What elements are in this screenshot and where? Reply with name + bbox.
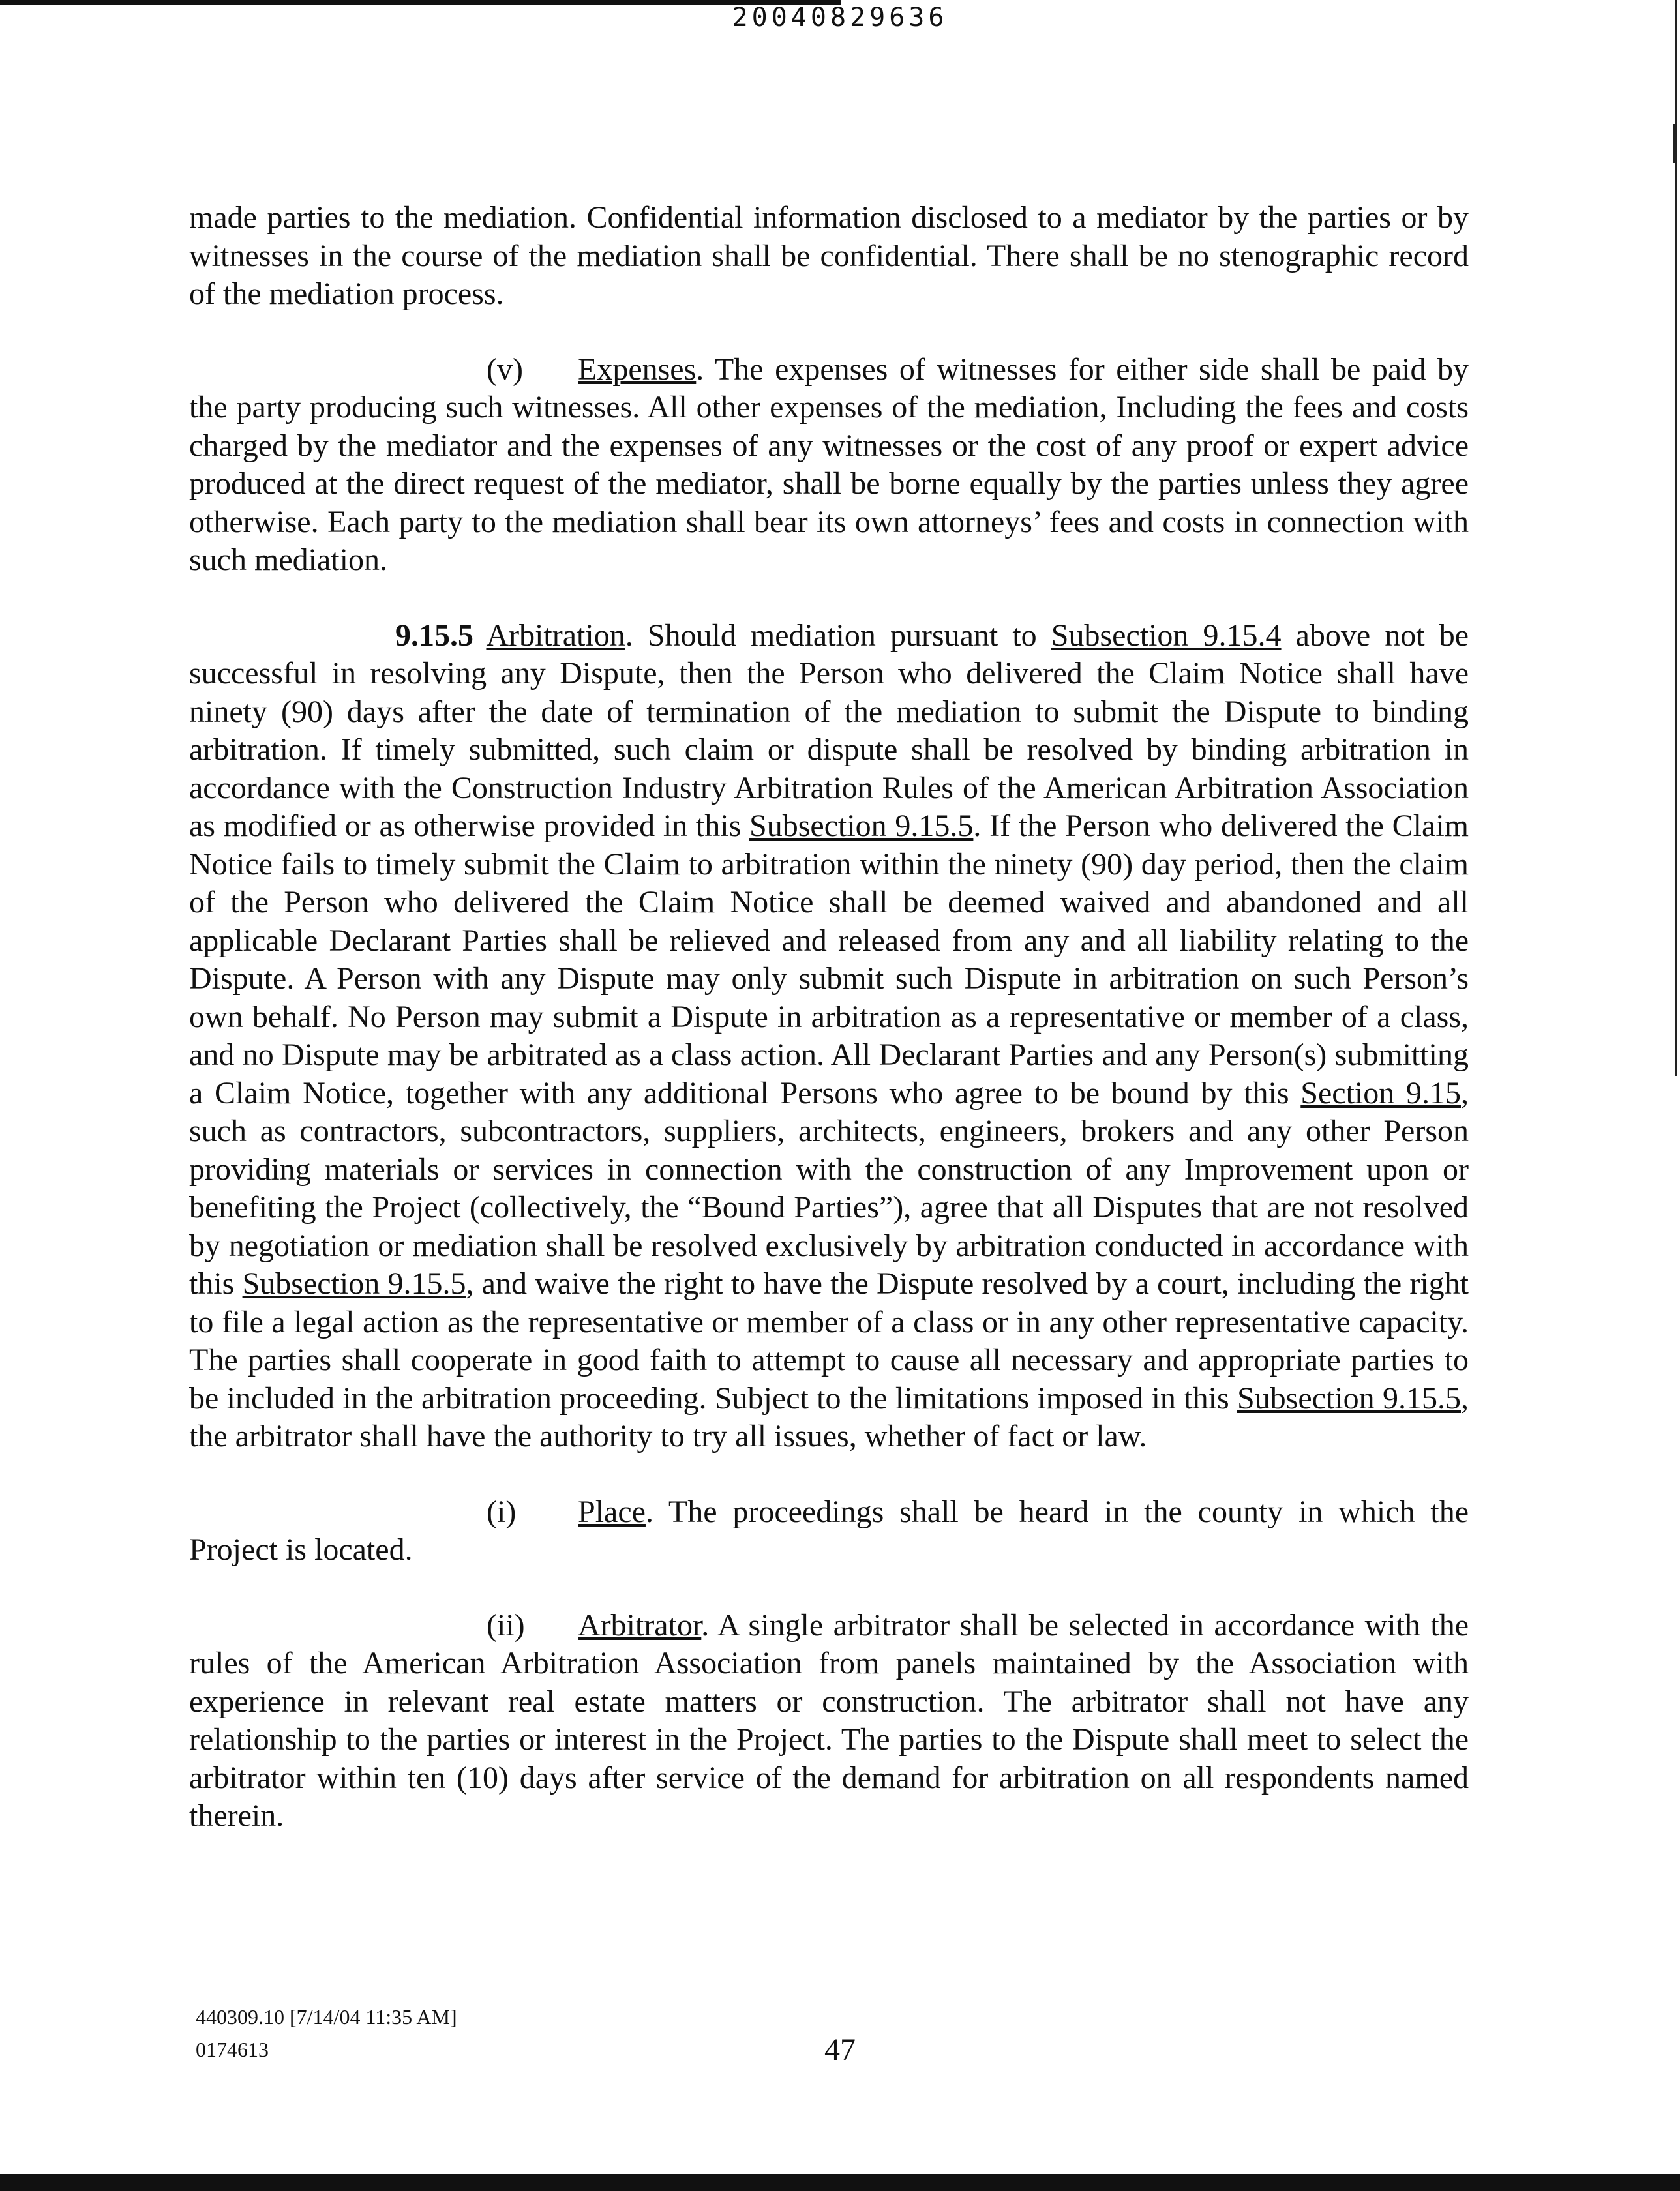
- clause-label: (v): [487, 351, 523, 387]
- section-text: , and waive the right to have the Dispute resolved by a court, including the right to file a legal action as the representative or member of a class or in any other representative capacity. The parties shall cooperate in good faith to attempt to cause all necessary and appropriate parties to be included in the arbitration proceeding. Subject to the limitations imposed in this: [189, 1266, 1469, 1416]
- cross-reference: Subsection 9.15.5: [242, 1266, 466, 1301]
- section-text: , such as contractors, subcontractors, suppliers, architects, engineers, brokers and any other Person providing materials or services in connection with the construction of any Improvement upon or benefiting the Project (collectively, the “Bound Parties”), agree that all Disputes that are not resolved by negotiation or mediation shall be resolved exclusively by arbitration conducted in accordance with this: [189, 1075, 1469, 1301]
- clause-heading-expenses: Expenses: [578, 351, 697, 387]
- clause-label: (i): [487, 1494, 517, 1529]
- scan-mark: [1673, 124, 1677, 163]
- cross-reference: Subsection 9.15.5: [1237, 1380, 1461, 1416]
- clause-text: . The proceedings shall be heard in the county in which the Project is located.: [189, 1494, 1469, 1567]
- paragraph-arbitration: [189, 617, 1469, 1456]
- section-text: above not be successful in resolving any Dispute, then the Person who delivered the Claim Notice shall have ninety (90) days after the date of termination of the mediation to submit the Dispute to binding arbitration. If timely submitted, such claim or dispute shall be resolved by binding arbitration in accordance with the Construction Industry Arbitration Rules of the American Arbitration Association as modified or as otherwise provided in this: [189, 618, 1469, 843]
- section-text: . If the Person who delivered the Claim Notice fails to timely submit the Claim to arbitration within the ninety (90) day period, then the claim of the Person who delivered the Claim Notice shall be deemed waived and abandoned and all applicable Declarant Parties shall be relieved and released from any and all liability relating to the Dispute. A Person with any Dispute may only submit such Dispute in arbitration on such Person’s own behalf. No Person may submit a Dispute in arbitration as a representative or member of a class, and no Dispute may be arbitrated as a class action. All Declarant Parties and any Person(s) submitting a Claim Notice, together with any additional Persons who agree to be bound by this: [189, 809, 1469, 1110]
- page-number: 47: [824, 2033, 856, 2067]
- clause-heading-arbitrator: Arbitrator: [578, 1607, 702, 1643]
- footer-client-number: 0174613: [196, 2038, 269, 2061]
- section-heading-arbitration: Arbitration: [486, 618, 625, 653]
- clause-heading-place: Place: [578, 1494, 646, 1529]
- section-text: , the arbitrator shall have the authority to try all issues, whether of fact or law.: [189, 1380, 1469, 1453]
- clause-text: . The expenses of witnesses for either side shall be paid by the party producing such witnesses. All other expenses of the mediation, Including the fees and costs charged by the mediator and the expenses of any witnesses or the cost of any proof or expert advice produced at the direct request of the mediator, shall be borne equally by the parties unless they agree otherwise. Each party to the mediation shall bear its own attorneys’ fees and costs in connection with such mediation.: [189, 351, 1469, 577]
- section-text: . Should mediation pursuant to: [625, 618, 1051, 653]
- paragraph-place: [189, 1493, 1469, 1570]
- document-number: 20040829636: [732, 3, 948, 33]
- footer-doc-id: 440309.10 [7/14/04 11:35 AM]: [196, 2005, 457, 2029]
- section-number: 9.15.5: [395, 618, 473, 653]
- paragraph-arbitrator: [189, 1607, 1469, 1836]
- clause-label: (ii): [487, 1607, 525, 1643]
- paragraph-expenses: [189, 351, 1469, 580]
- scan-edge-bottom: [0, 2174, 1680, 2191]
- cross-reference: Subsection 9.15.5: [749, 809, 974, 843]
- paragraph-mediation-confidentiality: made parties to the mediation. Confidential information disclosed to a mediator by the parties or by witnesses in the course of the mediation shall be confidential. There shall be no stenographic record of the mediation process.: [189, 200, 1469, 311]
- document-body: [189, 199, 1469, 1873]
- cross-reference: Section 9.15: [1300, 1075, 1461, 1110]
- clause-text: . A single arbitrator shall be selected in accordance with the rules of the American Arbitration Association from panels maintained by the Association with experience in relevant real estate matters or construction. The arbitrator shall not have any relationship to the parties or interest in the Project. The parties to the Dispute shall meet to select the arbitrator within ten (10) days after service of the demand for arbitration on all respondents named therein.: [189, 1607, 1469, 1833]
- cross-reference: Subsection 9.15.4: [1051, 618, 1282, 653]
